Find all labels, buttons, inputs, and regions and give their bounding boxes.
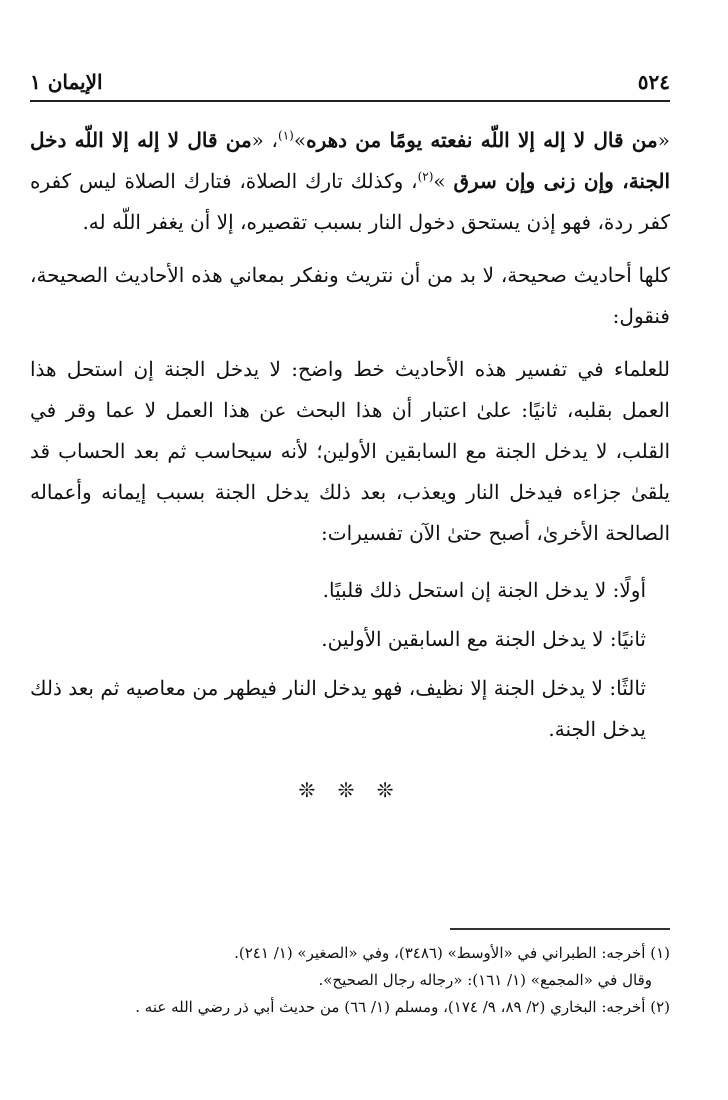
footnotes [30,928,670,1021]
paragraph-2: كلها أحاديث صحيحة، لا بد من أن نتريث ونفكر بمعاني هذه الأحاديث الصحيحة، فنقول: [30,263,670,328]
book-page [30,60,670,1080]
footnote-1: (١) أخرجه: الطبراني في «الأوسط» (٣٤٨٦)، وفي «الصغير» (١/ ٢٤١). [234,944,670,962]
footnote-1-continued: وقال في «المجمع» (١/ ١٦١): «رجاله رجال الصحيح». [318,971,652,989]
page-header [30,60,670,102]
hadith-quote-2: من قال لا إله إلا اللّه دخل الجنة، وإن زنى وإن سرق [30,128,671,193]
quote-2-open: « [251,128,264,152]
section-separator: ❊ ❊ ❊ [298,778,402,802]
list-item-2: ثانيًا: لا يدخل الجنة مع السابقين الأولين. [321,627,646,651]
footnote-divider [450,928,670,930]
quote-1-open: « [657,128,670,152]
footnote-2: (٢) أخرجه: البخاري (٢/ ٨٩، ٩/ ١٧٤)، ومسلم (١/ ٦٦) من حديث أبي ذر رضي الله عنه . [135,998,670,1016]
list-item-1: أولًا: لا يدخل الجنة إن استحل ذلك قلبيًا. [322,578,646,602]
quote-1-close: » [293,128,307,152]
running-title: الإيمان ١ [30,70,103,94]
footnote-ref-1[interactable]: (١) [278,128,294,143]
hadith-quote-1: من قال لا إله إلا اللّه نفعته يومًا من دهره [306,128,658,152]
paragraph-1-rest: ، وكذلك تارك الصلاة، فتارك الصلاة ليس كفره كفر ردة، فهو إذن يستحق دخول النار بسبب تقصيره، إلا أن يغفر اللّه له. [30,169,670,234]
page-number: ٥٢٤ [637,70,670,94]
paragraph-3: للعلماء في تفسير هذه الأحاديث خط واضح: لا يدخل الجنة إن استحل هذا العمل بقلبه، ثانيًا: علىٰ اعتبار أن هذا البحث عن هذا العمل لا عما وقر في القلب، لا يدخل الجنة مع السابقين الأولين؛ لأنه سيحاسب ثم بعد الحساب قد يلقىٰ جزاءه فيدخل النار ويعذب، بعد ذلك يدخل الجنة بسبب إيمانه وأعماله الصالحة الأخرىٰ، أصبح حتىٰ الآن تفسيرات: [30,357,670,545]
paragraph-1 [30,120,670,243]
quote-2-close: » [433,169,454,193]
list-item-3: ثالثًا: لا يدخل الجنة إلا نظيف، فهو يدخل النار فيطهر من معاصيه ثم بعد ذلك يدخل الجنة. [30,676,646,741]
main-text [30,120,670,811]
quote-separator: ، [263,128,279,152]
footnote-ref-2[interactable]: (٢) [417,169,434,184]
